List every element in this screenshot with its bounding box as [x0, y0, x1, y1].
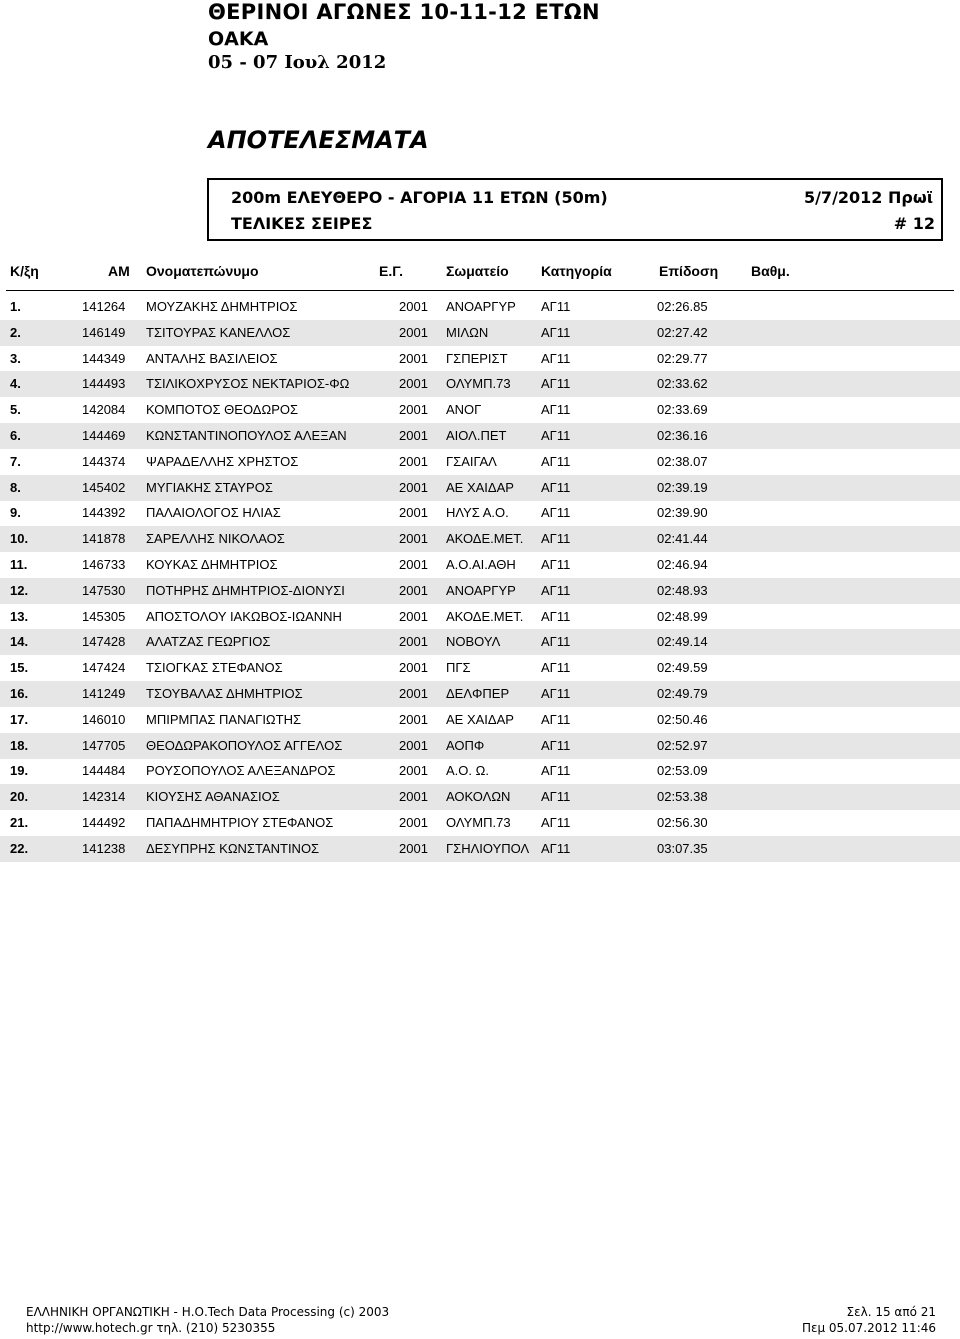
- row-athlete-name: ΑΛΑΤΖΑΣ ΓΕΩΡΓΙΟΣ: [146, 634, 271, 650]
- table-row: [0, 578, 960, 604]
- row-rank: 18.: [10, 737, 29, 753]
- row-athlete-name: ΣΑΡΕΛΛΗΣ ΝΙΚΟΛΑΟΣ: [146, 531, 285, 547]
- row-athlete-name: ΜΠΙΡΜΠΑΣ ΠΑΝΑΓΙΩΤΗΣ: [146, 711, 302, 727]
- table-row: [0, 784, 960, 810]
- row-time: 02:48.93: [657, 582, 708, 598]
- row-athlete-name: ΜΥΓΙΑΚΗΣ ΣΤΑΥΡΟΣ: [146, 479, 273, 495]
- col-header-year: Ε.Γ.: [379, 263, 403, 279]
- row-club: ΓΣΑΙΓΑΛ: [446, 453, 497, 469]
- row-club: ΑΟΚΟΛΩΝ: [446, 789, 511, 805]
- row-am: 144349: [82, 350, 126, 366]
- row-time: 02:33.69: [657, 402, 708, 418]
- row-category: ΑΓ11: [541, 505, 571, 521]
- row-am: 147424: [82, 660, 126, 676]
- col-header-points: Βαθμ.: [751, 263, 790, 279]
- table-row: [0, 423, 960, 449]
- event-round: ΤΕΛΙΚΕΣ ΣΕΙΡΕΣ: [231, 214, 373, 233]
- row-athlete-name: ΘΕΟΔΩΡΑΚΟΠΟΥΛΟΣ ΑΓΓΕΛΟΣ: [146, 737, 343, 753]
- col-header-category: Κατηγορία: [541, 263, 612, 279]
- row-am: 145402: [82, 479, 126, 495]
- row-category: ΑΓ11: [541, 660, 571, 676]
- table-row: [0, 604, 960, 630]
- row-club: ΑΕ ΧΑΙΔΑΡ: [446, 479, 514, 495]
- row-category: ΑΓ11: [541, 789, 571, 805]
- row-time: 02:46.94: [657, 557, 708, 572]
- row-time: 02:49.14: [657, 634, 708, 650]
- row-time: 02:49.79: [657, 686, 708, 701]
- row-category: ΑΓ11: [541, 453, 571, 469]
- row-am: 147428: [82, 634, 126, 650]
- row-birth-year: 2001: [399, 608, 428, 624]
- row-rank: 17.: [10, 711, 29, 727]
- row-club: ΝΟΒΟΥΛ: [446, 634, 501, 650]
- row-time: 02:26.85: [657, 299, 708, 314]
- row-club: ΔΕΛΦΠΕΡ: [446, 686, 510, 701]
- row-time: 02:52.97: [657, 737, 708, 753]
- row-time: 02:48.99: [657, 608, 708, 624]
- row-club: ΠΓΣ: [446, 660, 471, 676]
- row-rank: 8.: [10, 479, 21, 495]
- row-birth-year: 2001: [399, 763, 428, 779]
- row-am: 147705: [82, 737, 126, 753]
- row-category: ΑΓ11: [541, 815, 571, 830]
- table-row: [0, 475, 960, 501]
- row-athlete-name: ΔΕΣΥΠΡΗΣ ΚΩΝΣΤΑΝΤΙΝΟΣ: [146, 840, 320, 856]
- table-row: [0, 836, 960, 862]
- meet-title: ΘΕΡΙΝΟΙ ΑΓΩΝΕΣ 10-11-12 ΕΤΩΝ: [208, 0, 600, 24]
- row-am: 141264: [82, 299, 126, 314]
- row-rank: 6.: [10, 428, 21, 443]
- row-birth-year: 2001: [399, 299, 428, 314]
- row-athlete-name: ΑΝΤΑΛΗΣ ΒΑΣΙΛΕΙΟΣ: [146, 350, 278, 366]
- event-box: [207, 178, 943, 241]
- row-birth-year: 2001: [399, 350, 428, 366]
- row-category: ΑΓ11: [541, 324, 571, 340]
- table-row: [0, 397, 960, 423]
- row-athlete-name: ΨΑΡΑΔΕΛΛΗΣ ΧΡΗΣΤΟΣ: [146, 453, 299, 469]
- row-category: ΑΓ11: [541, 840, 571, 856]
- row-club: ΑΝΟΑΡΓΥΡ: [446, 299, 516, 314]
- col-header-club: Σωματείο: [446, 263, 509, 279]
- row-am: 144469: [82, 428, 126, 443]
- row-time: 02:36.16: [657, 428, 708, 443]
- col-header-time: Επίδοση: [659, 263, 719, 279]
- row-birth-year: 2001: [399, 582, 428, 598]
- header-divider: [6, 290, 954, 291]
- table-row: [0, 371, 960, 397]
- row-birth-year: 2001: [399, 428, 428, 443]
- row-rank: 5.: [10, 402, 21, 418]
- row-am: 144374: [82, 453, 126, 469]
- row-category: ΑΓ11: [541, 557, 571, 572]
- row-athlete-name: ΚΟΥΚΑΣ ΔΗΜΗΤΡΙΟΣ: [146, 557, 278, 572]
- row-category: ΑΓ11: [541, 582, 571, 598]
- row-category: ΑΓ11: [541, 608, 571, 624]
- table-row: [0, 629, 960, 655]
- row-category: ΑΓ11: [541, 737, 571, 753]
- row-am: 141238: [82, 840, 126, 856]
- table-row: [0, 320, 960, 346]
- row-athlete-name: ΠΟΤΗΡΗΣ ΔΗΜΗΤΡΙΟΣ-ΔΙΟΝΥΣΙ: [146, 582, 345, 598]
- row-birth-year: 2001: [399, 324, 428, 340]
- row-club: ΑΟΠΦ: [446, 737, 485, 753]
- row-club: ΑΚΟΔΕ.ΜΕΤ.: [446, 531, 524, 547]
- row-am: 142314: [82, 789, 126, 805]
- row-birth-year: 2001: [399, 737, 428, 753]
- row-time: 03:07.35: [657, 840, 708, 856]
- table-row: [0, 500, 960, 526]
- row-club: ΟΛΥΜΠ.73: [446, 815, 511, 830]
- row-rank: 2.: [10, 324, 21, 340]
- row-birth-year: 2001: [399, 840, 428, 856]
- event-number: # 12: [893, 214, 935, 233]
- footer-organization: ΕΛΛΗΝΙΚΗ ΟΡΓΑΝΩΤΙΚΗ - Η.Ο.Tech Data Processing (c) 2003: [26, 1305, 390, 1319]
- row-birth-year: 2001: [399, 815, 428, 830]
- table-row: [0, 346, 960, 372]
- row-rank: 12.: [10, 582, 29, 598]
- col-header-am: ΑΜ: [108, 263, 130, 279]
- row-am: 141249: [82, 686, 126, 701]
- row-birth-year: 2001: [399, 789, 428, 805]
- row-club: ΜΙΛΩΝ: [446, 324, 489, 340]
- row-rank: 13.: [10, 608, 29, 624]
- row-category: ΑΓ11: [541, 531, 571, 547]
- meet-venue: ΟΑΚΑ: [208, 28, 269, 50]
- footer-print-date: Πεμ 05.07.2012 11:46: [801, 1321, 936, 1335]
- row-athlete-name: ΚΙΟΥΣΗΣ ΑΘΑΝΑΣΙΟΣ: [146, 789, 280, 805]
- row-athlete-name: ΡΟΥΣΟΠΟΥΛΟΣ ΑΛΕΞΑΝΔΡΟΣ: [146, 763, 336, 779]
- row-am: 146149: [82, 324, 126, 340]
- table-row: [0, 681, 960, 707]
- row-club: ΑΙΟΛ.ΠΕΤ: [446, 428, 507, 443]
- row-time: 02:39.90: [657, 505, 708, 521]
- row-time: 02:39.19: [657, 479, 708, 495]
- row-birth-year: 2001: [399, 634, 428, 650]
- row-time: 02:29.77: [657, 350, 708, 366]
- row-rank: 16.: [10, 686, 29, 701]
- row-am: 144492: [82, 815, 126, 830]
- row-rank: 9.: [10, 505, 21, 521]
- row-category: ΑΓ11: [541, 428, 571, 443]
- row-rank: 1.: [10, 299, 21, 314]
- row-birth-year: 2001: [399, 402, 428, 418]
- row-rank: 7.: [10, 453, 21, 469]
- row-athlete-name: ΤΣΙΟΓΚΑΣ ΣΤΕΦΑΝΟΣ: [146, 660, 283, 676]
- row-club: ΑΕ ΧΑΙΔΑΡ: [446, 711, 514, 727]
- row-athlete-name: ΠΑΠΑΔΗΜΗΤΡΙΟΥ ΣΤΕΦΑΝΟΣ: [146, 815, 334, 830]
- row-club: ΑΝΟΑΡΓΥΡ: [446, 582, 516, 598]
- row-birth-year: 2001: [399, 479, 428, 495]
- row-club: ΑΝΟΓ: [446, 402, 482, 418]
- footer-page-number: Σελ. 15 από 21: [846, 1305, 936, 1319]
- row-am: 146010: [82, 711, 126, 727]
- row-birth-year: 2001: [399, 453, 428, 469]
- row-time: 02:41.44: [657, 531, 708, 547]
- row-athlete-name: ΤΣΟΥΒΑΛΑΣ ΔΗΜΗΤΡΙΟΣ: [146, 686, 303, 701]
- row-athlete-name: ΚΩΝΣΤΑΝΤΙΝΟΠΟΥΛΟΣ ΑΛΕΞΑΝ: [146, 428, 347, 443]
- row-category: ΑΓ11: [541, 299, 571, 314]
- row-time: 02:56.30: [657, 815, 708, 830]
- row-athlete-name: ΜΟΥΖΑΚΗΣ ΔΗΜΗΤΡΙΟΣ: [146, 299, 298, 314]
- row-time: 02:53.38: [657, 789, 708, 805]
- row-club: Α.Ο.ΑΙ.ΑΘΗ: [446, 557, 516, 572]
- table-row: [0, 526, 960, 552]
- row-category: ΑΓ11: [541, 634, 571, 650]
- event-date: 5/7/2012 Πρωϊ: [803, 188, 933, 207]
- meet-dates: 05 - 07 Ιουλ 2012: [208, 52, 387, 73]
- row-rank: 3.: [10, 350, 21, 366]
- row-time: 02:49.59: [657, 660, 708, 676]
- table-row: [0, 655, 960, 681]
- table-row: [0, 810, 960, 836]
- footer-contact: http://www.hotech.gr τηλ. (210) 5230355: [26, 1321, 276, 1335]
- row-club: Α.Ο. Ω.: [446, 763, 489, 779]
- table-row: [0, 733, 960, 759]
- row-rank: 4.: [10, 376, 21, 392]
- row-time: 02:27.42: [657, 324, 708, 340]
- row-am: 144493: [82, 376, 126, 392]
- row-club: ΟΛΥΜΠ.73: [446, 376, 511, 392]
- row-category: ΑΓ11: [541, 711, 571, 727]
- row-rank: 10.: [10, 531, 29, 547]
- row-category: ΑΓ11: [541, 350, 571, 366]
- row-time: 02:53.09: [657, 763, 708, 779]
- row-club: ΓΣΠΕΡΙΣΤ: [446, 350, 508, 366]
- row-rank: 15.: [10, 660, 29, 676]
- row-time: 02:38.07: [657, 453, 708, 469]
- row-rank: 21.: [10, 815, 29, 830]
- row-am: 146733: [82, 557, 126, 572]
- row-category: ΑΓ11: [541, 686, 571, 701]
- row-am: 144484: [82, 763, 126, 779]
- row-rank: 11.: [10, 557, 28, 572]
- row-rank: 14.: [10, 634, 29, 650]
- row-birth-year: 2001: [399, 686, 428, 701]
- row-birth-year: 2001: [399, 376, 428, 392]
- row-category: ΑΓ11: [541, 763, 571, 779]
- row-time: 02:50.46: [657, 711, 708, 727]
- row-category: ΑΓ11: [541, 402, 571, 418]
- row-athlete-name: ΠΑΛΑΙΟΛΟΓΟΣ ΗΛΙΑΣ: [146, 505, 281, 521]
- row-rank: 22.: [10, 840, 29, 856]
- row-athlete-name: ΤΣΙΤΟΥΡΑΣ ΚΑΝΕΛΛΟΣ: [146, 324, 291, 340]
- table-row: [0, 758, 960, 784]
- row-am: 142084: [82, 402, 126, 418]
- row-category: ΑΓ11: [541, 376, 571, 392]
- row-athlete-name: ΑΠΟΣΤΟΛΟΥ ΙΑΚΩΒΟΣ-ΙΩΑΝΝΗ: [146, 608, 342, 624]
- row-category: ΑΓ11: [541, 479, 571, 495]
- col-header-name: Ονοματεπώνυμο: [146, 263, 259, 279]
- row-time: 02:33.62: [657, 376, 708, 392]
- row-am: 141878: [82, 531, 126, 547]
- col-header-rank: Κ/ξη: [10, 263, 39, 279]
- row-athlete-name: ΚΟΜΠΟΤΟΣ ΘΕΟΔΩΡΟΣ: [146, 402, 299, 418]
- row-rank: 19.: [10, 763, 29, 779]
- row-am: 147530: [82, 582, 126, 598]
- row-athlete-name: ΤΣΙΛΙΚΟΧΡΥΣΟΣ ΝΕΚΤΑΡΙΟΣ-ΦΩ: [146, 376, 350, 392]
- table-row: [0, 449, 960, 475]
- row-birth-year: 2001: [399, 557, 428, 572]
- event-name: 200m ΕΛΕΥΘΕΡΟ - ΑΓΟΡΙΑ 11 ΕΤΩΝ (50m): [231, 188, 608, 207]
- results-heading: ΑΠΟΤΕΛΕΣΜΑΤΑ: [208, 126, 429, 154]
- row-birth-year: 2001: [399, 711, 428, 727]
- row-am: 145305: [82, 608, 126, 624]
- row-club: ΓΣΗΛΙΟΥΠΟΛ: [446, 840, 530, 856]
- row-birth-year: 2001: [399, 505, 428, 521]
- row-birth-year: 2001: [399, 531, 428, 547]
- row-club: ΗΛΥΣ Α.Ο.: [446, 505, 509, 521]
- row-birth-year: 2001: [399, 660, 428, 676]
- row-rank: 20.: [10, 789, 29, 805]
- row-am: 144392: [82, 505, 126, 521]
- row-club: ΑΚΟΔΕ.ΜΕΤ.: [446, 608, 524, 624]
- table-row: [0, 552, 960, 578]
- table-row: [0, 294, 960, 320]
- table-row: [0, 707, 960, 733]
